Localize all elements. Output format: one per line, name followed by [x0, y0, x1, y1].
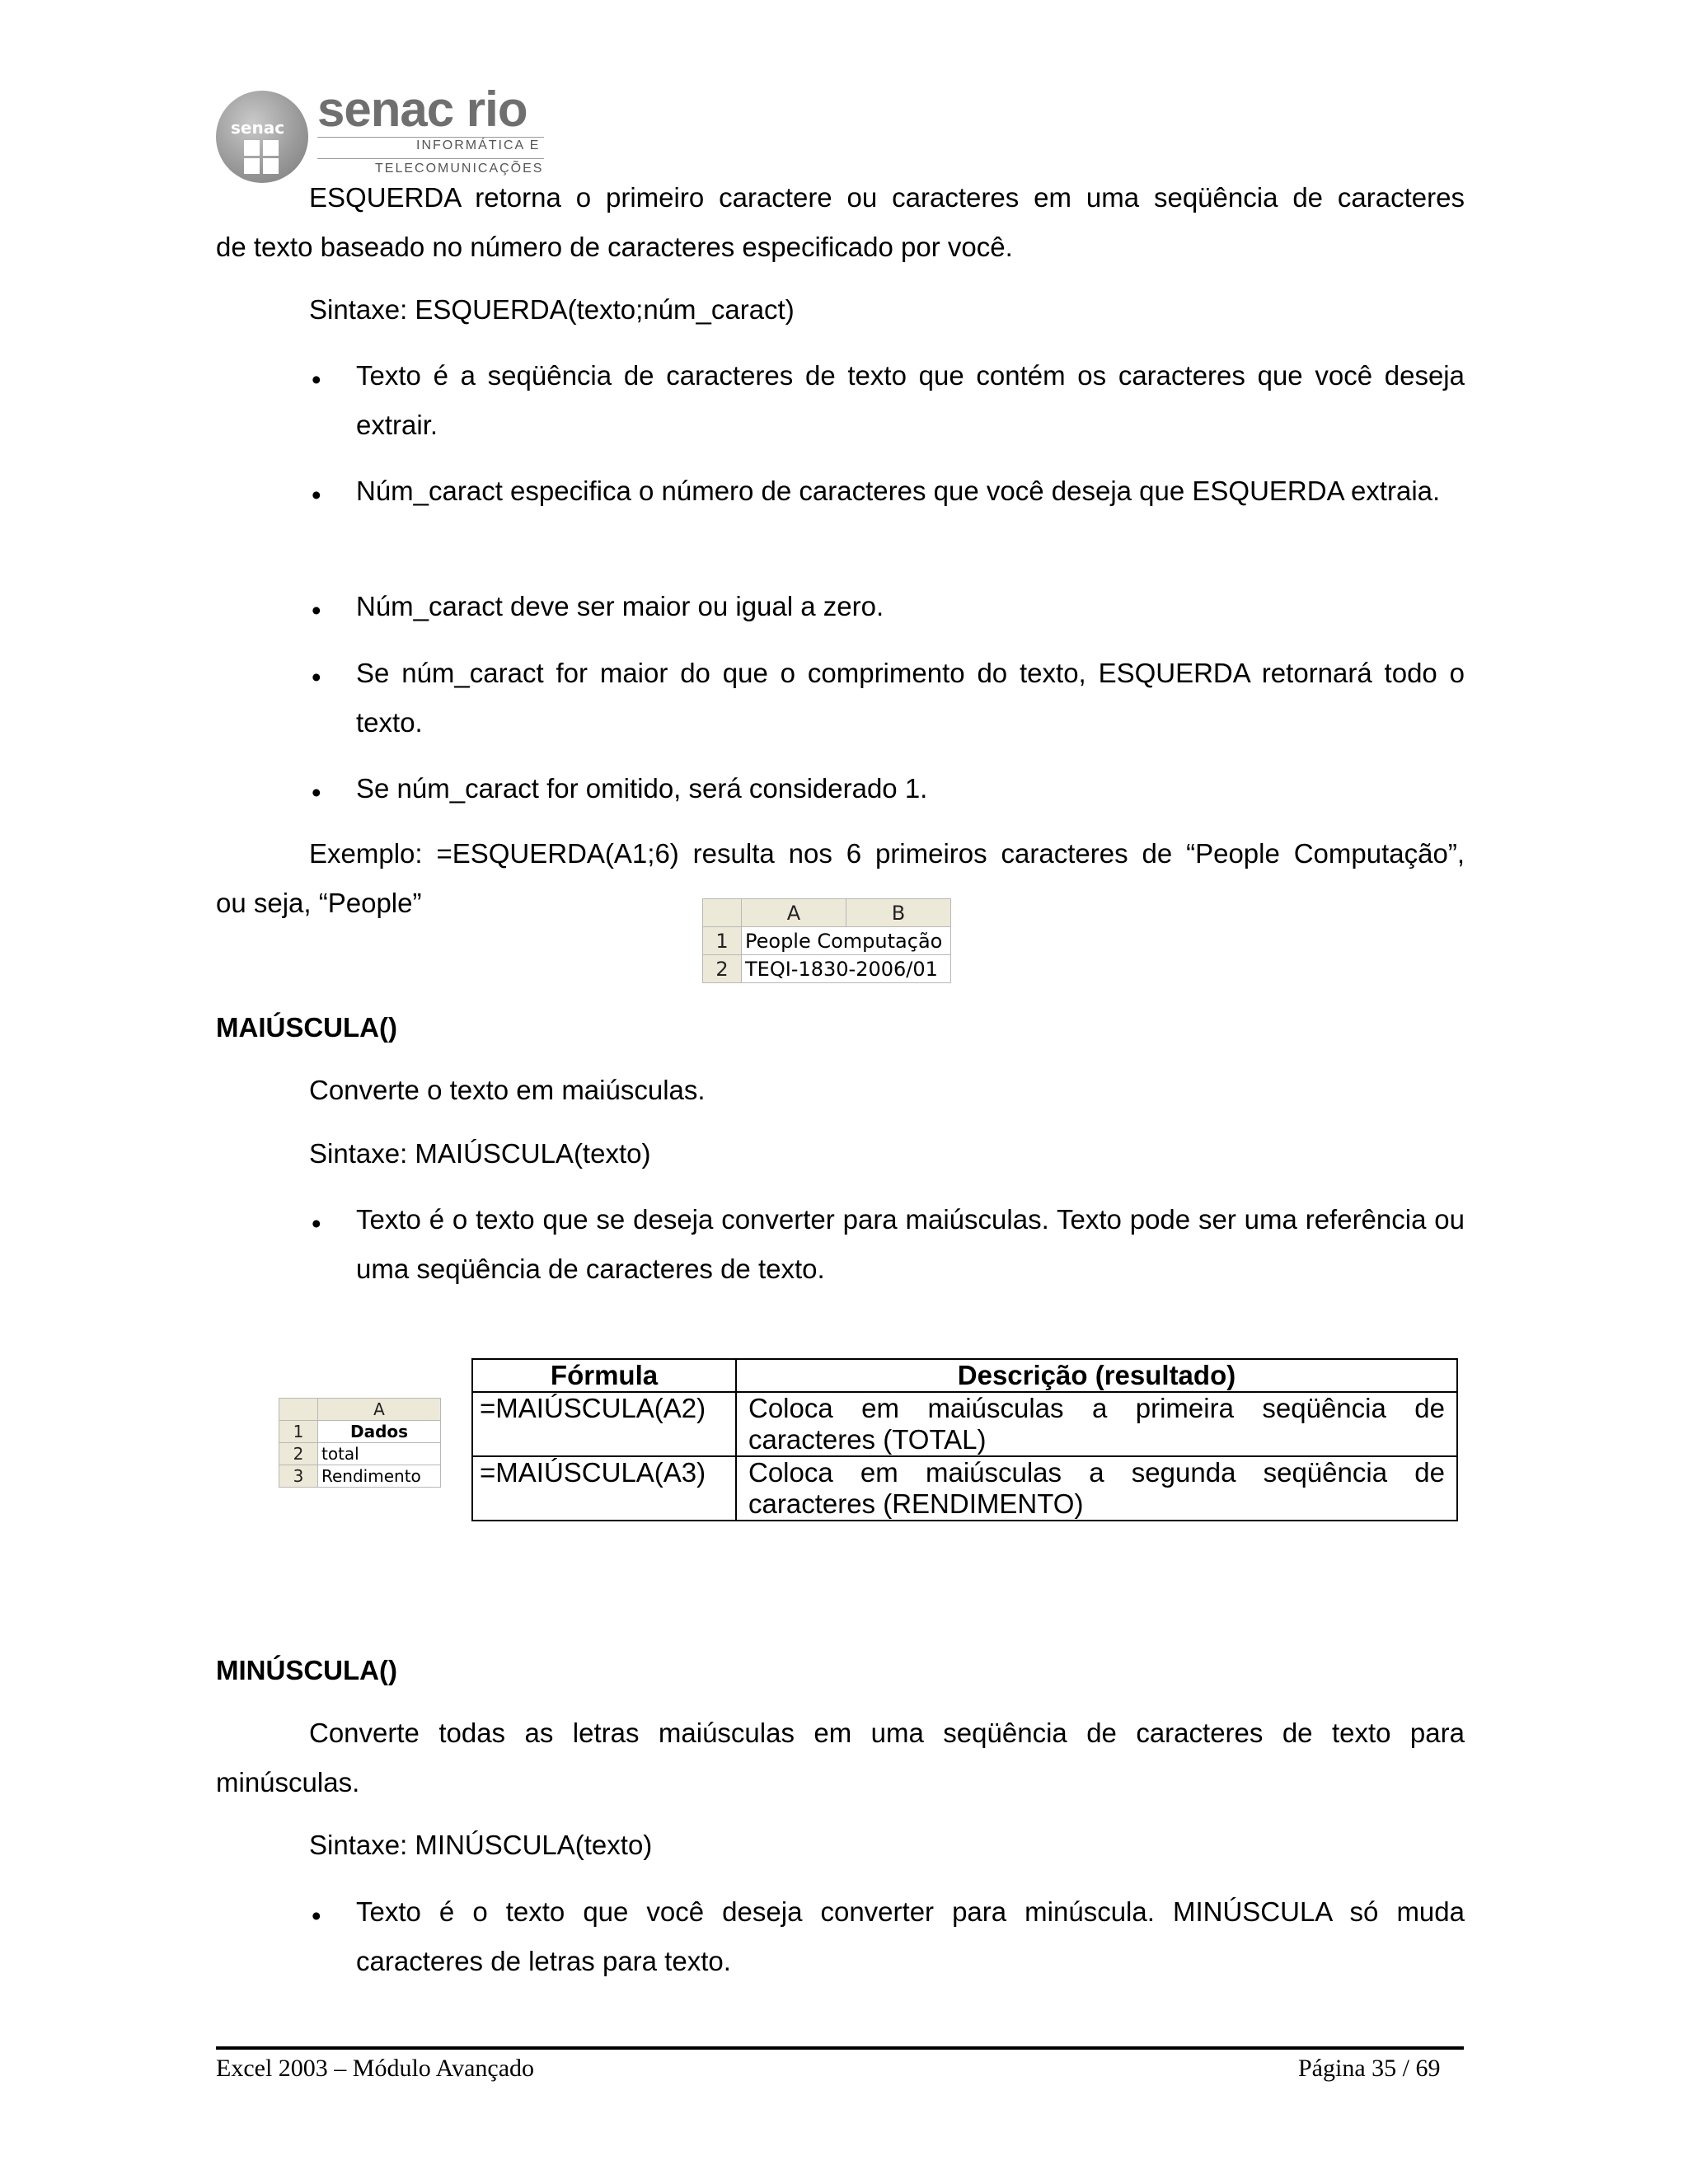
- cell-a3: Rendimento: [318, 1465, 441, 1488]
- column-header: B: [846, 899, 951, 927]
- bullet-marker: •: [312, 364, 321, 395]
- column-header: A: [318, 1399, 441, 1421]
- cell-a1: Dados: [318, 1421, 441, 1443]
- esquerda-bullet-3: Núm_caract deve ser maior ou igual a zero.: [356, 591, 884, 621]
- footer-divider: [216, 2046, 1464, 2050]
- logo-subtitle-1: INFORMÁTICA E: [416, 138, 541, 152]
- maiuscula-bullet: Texto é o texto que se deseja converter para maiúsculas. Texto pode ser uma referência ou uma seqüência de caracteres de texto.: [356, 1204, 1465, 1284]
- footer-page-number: Página 35 / 69: [1298, 2055, 1441, 2082]
- minuscula-description-line2: minúsculas.: [216, 1767, 360, 1797]
- logo-square: [263, 140, 279, 156]
- corner-cell: [703, 899, 742, 927]
- minuscula-heading: MINÚSCULA(): [216, 1655, 397, 1685]
- esquerda-bullet-2: Núm_caract especifica o número de caracteres que você deseja que ESQUERDA extraia.: [356, 476, 1441, 506]
- logo-square: [244, 158, 260, 174]
- esquerda-intro-line1: ESQUERDA retorna o primeiro caractere ou caracteres em uma seqüência de caracteres: [309, 182, 1465, 213]
- table-row: [472, 1456, 1457, 1521]
- logo-brand: senac rio: [317, 82, 528, 137]
- bullet-marker: •: [312, 595, 321, 626]
- corner-cell: [279, 1399, 318, 1421]
- formula-cell: =MAIÚSCULA(A2): [472, 1392, 736, 1456]
- esquerda-bullet-4: Se núm_caract for maior do que o comprimento do texto, ESQUERDA retornará todo o texto.: [356, 658, 1465, 738]
- formula-table: [471, 1358, 1458, 1521]
- senac-logo-mark: [216, 91, 308, 183]
- description-cell: Coloca em maiúsculas a segunda seqüência de caracteres (RENDIMENTO): [736, 1456, 1457, 1521]
- maiuscula-syntax: Sintaxe: MAIÚSCULA(texto): [309, 1138, 651, 1169]
- table-header-formula: Fórmula: [472, 1359, 736, 1392]
- minuscula-description-line1: Converte todas as letras maiúsculas em uma seqüência de caracteres de texto para: [309, 1718, 1465, 1748]
- cell-a1: People Computação: [742, 927, 951, 955]
- esquerda-example-line1: Exemplo: =ESQUERDA(A1;6) resulta nos 6 primeiros caracteres de “People Computação”,: [309, 838, 1465, 869]
- logo-divider: [317, 158, 544, 159]
- maiuscula-description: Converte o texto em maiúsculas.: [309, 1075, 706, 1105]
- row-header: 3: [279, 1465, 318, 1488]
- cell-a2: total: [318, 1443, 441, 1465]
- esquerda-example-line2: ou seja, “People”: [216, 888, 422, 918]
- row-header: 1: [279, 1421, 318, 1443]
- footer-title: Excel 2003 – Módulo Avançado: [216, 2055, 535, 2082]
- cell-a2: TEQI-1830-2006/01: [742, 955, 951, 983]
- row-header: 2: [703, 955, 742, 983]
- bullet-marker: •: [312, 662, 321, 692]
- esquerda-intro-line2: de texto baseado no número de caracteres especificado por você.: [216, 232, 1013, 262]
- bullet-marker: •: [312, 1208, 321, 1239]
- minuscula-syntax: Sintaxe: MINÚSCULA(texto): [309, 1830, 653, 1860]
- logo-mark-text: senac: [231, 118, 285, 138]
- esquerda-spreadsheet: [702, 898, 951, 983]
- minuscula-bullet: Texto é o texto que você deseja converter para minúscula. MINÚSCULA só muda caracteres de letras para texto.: [356, 1896, 1465, 1976]
- logo-divider: [317, 137, 544, 138]
- maiuscula-heading: MAIÚSCULA(): [216, 1012, 397, 1043]
- bullet-marker: •: [312, 777, 321, 808]
- logo-square: [244, 140, 260, 156]
- row-header: 1: [703, 927, 742, 955]
- row-header: 2: [279, 1443, 318, 1465]
- logo-square: [263, 158, 279, 174]
- esquerda-syntax: Sintaxe: ESQUERDA(texto;núm_caract): [309, 294, 795, 325]
- table-header-description: Descrição (resultado): [736, 1359, 1457, 1392]
- column-header: A: [742, 899, 846, 927]
- description-cell: Coloca em maiúsculas a primeira seqüência de caracteres (TOTAL): [736, 1392, 1457, 1456]
- logo-subtitle-2: TELECOMUNICAÇÕES: [375, 162, 544, 176]
- table-row: [472, 1392, 1457, 1456]
- formula-cell: =MAIÚSCULA(A3): [472, 1456, 736, 1521]
- bullet-marker: •: [312, 1900, 321, 1931]
- maiuscula-spreadsheet: [279, 1398, 441, 1488]
- bullet-marker: •: [312, 480, 321, 510]
- esquerda-bullet-5: Se núm_caract for omitido, será considerado 1.: [356, 773, 928, 804]
- esquerda-bullet-1: Texto é a seqüência de caracteres de texto que contém os caracteres que você deseja extrair.: [356, 360, 1465, 440]
